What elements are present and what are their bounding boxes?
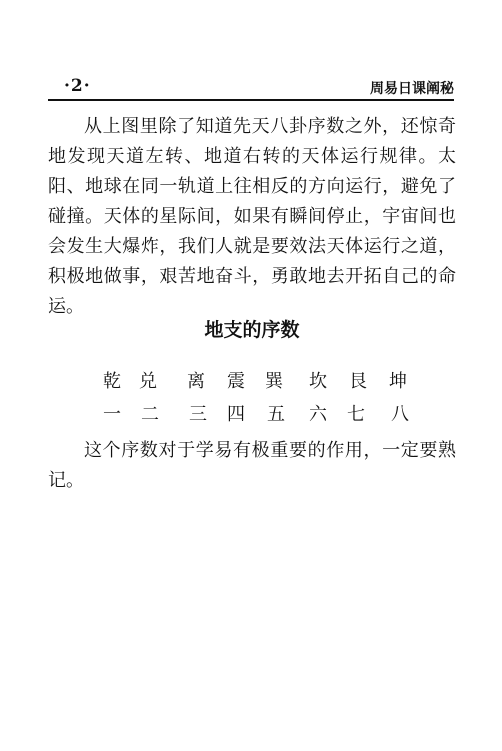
trigram-item: 坎 xyxy=(309,371,327,392)
trigram-item: 艮 xyxy=(349,371,367,392)
header-rule xyxy=(48,99,454,101)
section-title: 地支的序数 xyxy=(204,319,300,341)
closing-paragraph xyxy=(48,436,456,496)
paragraph-text: 这个序数对于学易有极重要的作用，一定要熟记。 xyxy=(48,440,456,491)
number-item: 四 xyxy=(227,404,245,425)
number-item: 七 xyxy=(347,404,365,425)
trigram-item: 离 xyxy=(187,371,205,392)
trigram-row xyxy=(100,367,410,393)
number-item: 五 xyxy=(267,404,285,425)
number-row xyxy=(100,400,410,426)
trigram-item: 巽 xyxy=(265,371,283,392)
number-item: 八 xyxy=(391,404,409,425)
paragraph-text: 从上图里除了知道先天八卦序数之外，还惊奇地发现天道左转、地道右转的天体运行规律。太阳、地球在同一轨道上往相反的方向运行，避免了碰撞。天体的星际间，如果有瞬间停止，宇宙间也会发生大爆炸，我们人就是要效法天体运行之道，积极地做事，艰苦地奋斗，勇敢地去开拓自己的命运。 xyxy=(48,116,456,317)
number-item: 六 xyxy=(309,404,327,425)
page-header xyxy=(48,76,454,100)
trigram-item: 兑 xyxy=(139,371,157,392)
trigram-item: 坤 xyxy=(389,371,407,392)
main-paragraph xyxy=(48,112,456,322)
number-item: 三 xyxy=(189,404,207,425)
trigram-item: 乾 xyxy=(103,371,121,392)
trigram-item: 震 xyxy=(227,371,245,392)
number-item: 一 xyxy=(103,404,121,425)
running-title: 周易日课阐秘 xyxy=(370,81,454,97)
page-number: ·2· xyxy=(64,76,91,96)
number-item: 二 xyxy=(141,404,159,425)
